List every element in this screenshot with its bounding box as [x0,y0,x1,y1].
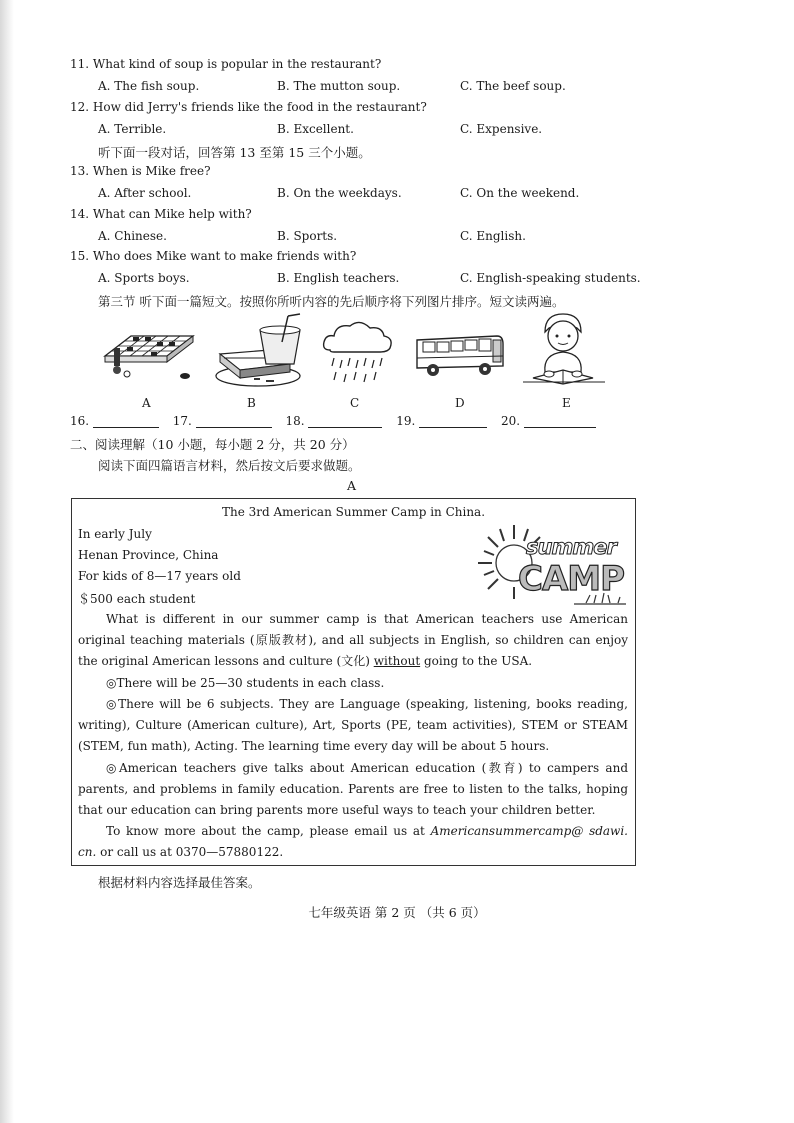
q15-option-c: C. English-speaking students. [460,271,641,285]
camp-price: ＄500 each student [78,592,196,606]
q14-option-a: A. Chinese. [98,229,167,243]
question-11: 11. What kind of soup is popular in the restaurant? [70,57,382,71]
picture-label-e: E [562,396,571,410]
q12-option-c: C. Expensive. [460,122,543,136]
q13-option-c: C. On the weekend. [460,186,580,200]
food-picture [210,312,310,392]
q11-option-a: A. The fish soup. [98,79,200,93]
blank-label-19: 19. [396,414,416,428]
camp-ages: For kids of 8—17 years old [78,569,241,583]
instruction-13-15: 听下面一段对话，回答第 13 至第 15 三个小题。 [98,145,371,160]
underlined-word-without: without [373,654,421,669]
paragraph-1-end: going to the USA. [423,654,533,669]
answer-blank-17[interactable] [196,415,272,428]
paragraph-3: ◎There will be 6 subjects. They are Language (speaking, listening, books reading, writing), Culture (American culture), Art, Sports (PE, team activities), STEM or STEAM (STEM, fun math), Acting. The learning time every day will be about 5 hours. [78,697,628,754]
answer-blank-16[interactable] [93,415,159,428]
q11-option-c: C. The beef soup. [460,79,566,93]
q15-option-a: A. Sports boys. [98,271,190,285]
picture-row [95,312,635,412]
blank-label-17: 17. [172,414,192,428]
q13-option-b: B. On the weekdays. [277,186,402,200]
answer-blanks-16-20 [70,414,596,428]
page-footer: 七年级英语 第 2 页 （共 6 页） [308,905,486,920]
passage-label: A [347,478,357,493]
answer-blank-18[interactable] [308,415,382,428]
picture-label-c: C [350,396,360,410]
picture-label-d: D [455,396,465,410]
question-14: 14. What can Mike help with? [70,207,252,221]
q14-option-c: C. English. [460,229,526,243]
section-3-heading: 第三节 听下面一篇短文。按照你所听内容的先后顺序将下列图片排序。短文读两遍。 [98,294,565,309]
scan-edge-shadow [0,0,14,1123]
paragraph-1 [78,609,628,673]
blank-label-16: 16. [70,414,90,428]
bus-picture [413,330,507,380]
paragraph-2: ◎There will be 25—30 students in each class. [106,676,385,690]
picture-label-a: A [142,396,151,410]
q14-option-b: B. Sports. [277,229,338,243]
blank-label-20: 20. [501,414,521,428]
logo-camp-text: CAMP [518,559,625,599]
chessboard-picture [97,326,197,388]
question-12: 12. How did Jerry's friends like the food in the restaurant? [70,100,427,114]
paragraph-5-end: or call us at 0370—57880122. [100,845,284,860]
answer-blank-19[interactable] [419,415,487,428]
blank-label-18: 18. [285,414,305,428]
boy-reading-picture [523,312,605,394]
question-15: 15. Who does Mike want to make friends with? [70,249,357,263]
paragraph-5-text: To know more about the camp, please email us at [106,824,425,838]
camp-title: The 3rd American Summer Camp in China. [221,505,486,519]
camp-date: In early July [78,527,152,541]
choose-answer-instruction: 根据材料内容选择最佳答案。 [98,875,261,890]
summer-camp-logo [474,521,632,613]
picture-label-b: B [247,396,256,410]
part-2-instruction: 阅读下面四篇语言材料，然后按文后要求做题。 [98,458,361,473]
paragraph-4: ◎American teachers give talks about American education (教育) to campers and parents, and problems in family education. Parents are free to listen to the talks, hoping that our education can bring parents more useful ways to teach your children better. [78,761,628,818]
q12-option-a: A. Terrible. [98,122,167,136]
q13-option-a: A. After school. [98,186,192,200]
q11-option-b: B. The mutton soup. [277,79,401,93]
q12-option-b: B. Excellent. [277,122,354,136]
q15-option-b: B. English teachers. [277,271,400,285]
part-2-title: 二、阅读理解（10 小题，每小题 2 分，共 20 分） [70,437,355,452]
paragraph-1-text: What is different in our summer camp is that American teachers use American original teaching materials (原版教材), and all subjects in English, so children can enjoy the original American lessons and culture (文化) [78,612,628,669]
rain-cloud-picture [320,320,396,390]
answer-blank-20[interactable] [524,415,596,428]
paragraph-5 [78,821,628,863]
logo-summer-text: summer [526,535,616,559]
question-13: 13. When is Mike free? [70,164,211,178]
camp-location: Henan Province, China [78,548,219,562]
camp-email: Americansummercamp@ sdawi. cn. [78,824,628,860]
passage-box [71,498,636,866]
